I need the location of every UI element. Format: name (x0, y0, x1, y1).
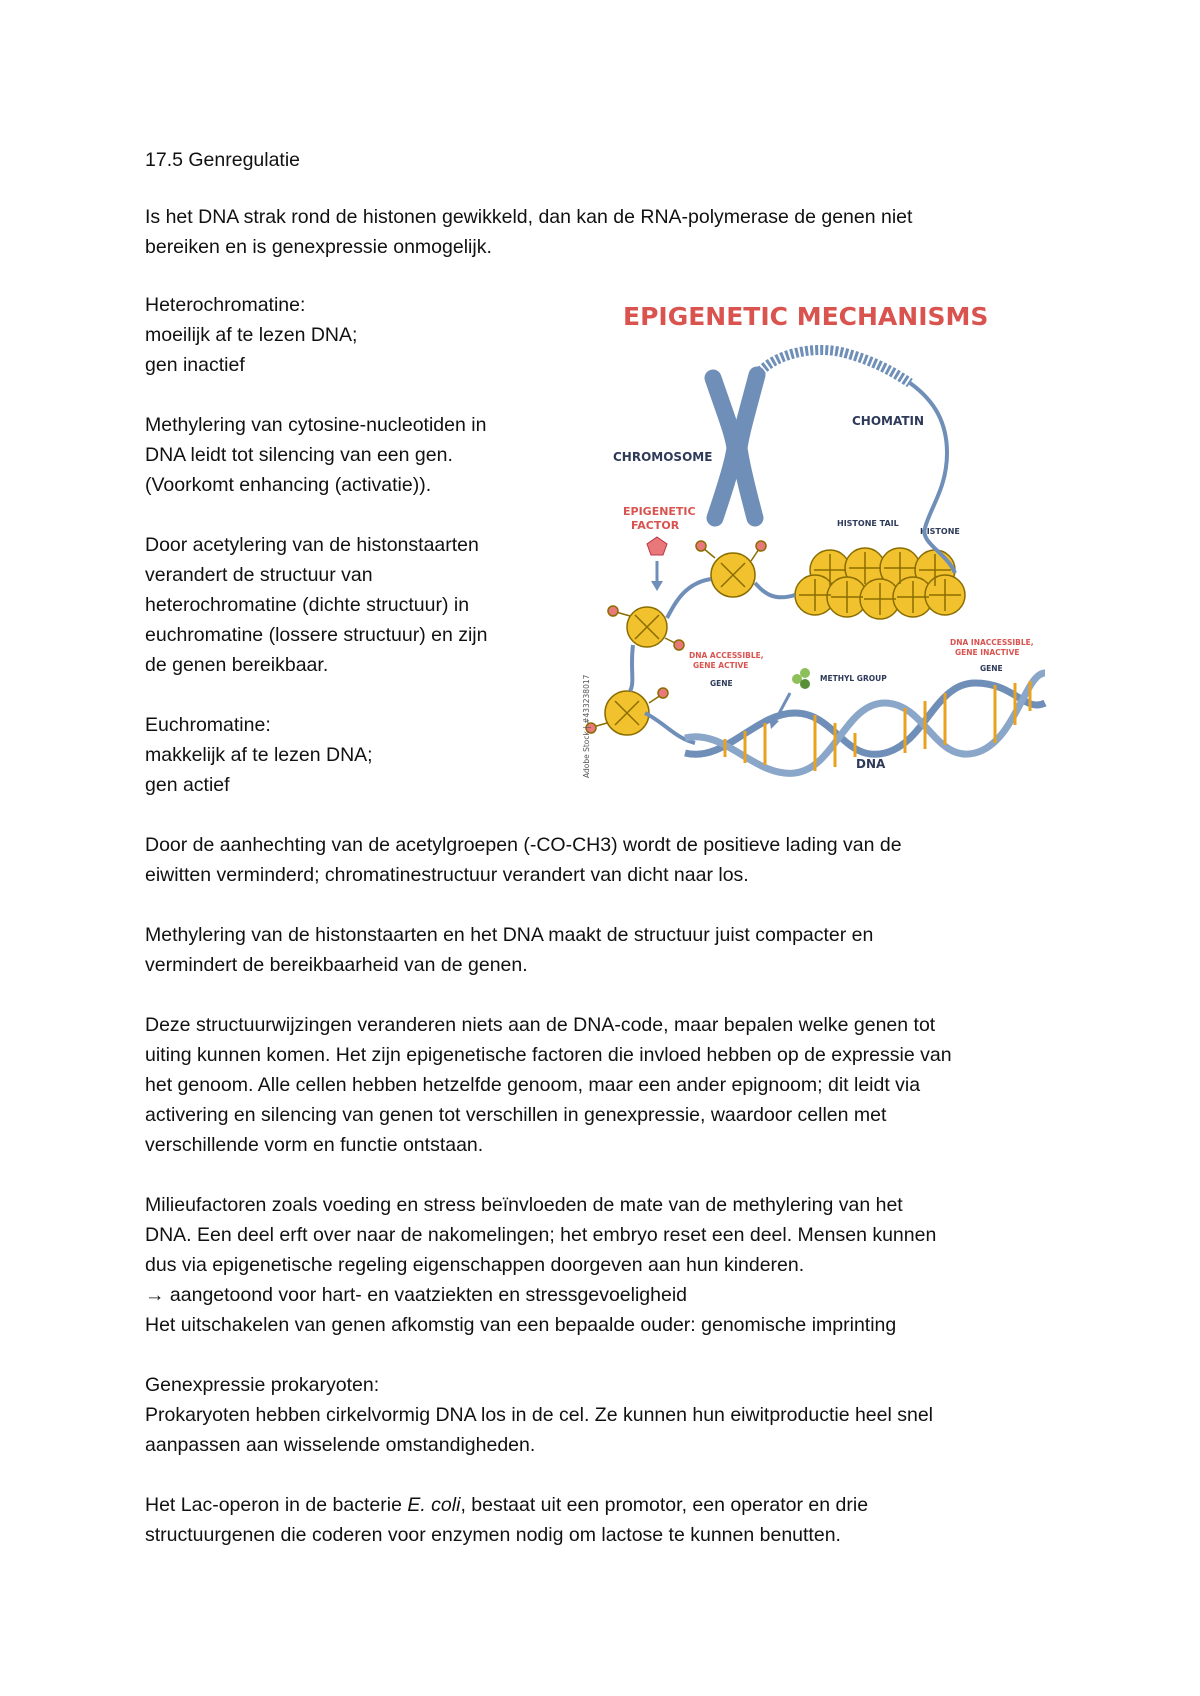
heterochromatine-label: Heterochromatine: (145, 294, 306, 316)
euchromatine-label: Euchromatine: (145, 714, 271, 736)
prok-label: Genexpressie prokaryoten: (145, 1374, 380, 1396)
milieu-para-line-1: Milieufactoren zoals voeding en stress beïnvloeden de mate van de methylering van het (145, 1194, 903, 1216)
histone-tail-label: HISTONE TAIL (837, 519, 899, 528)
milieu-para-line-2: DNA. Een deel erft over naar de nakomelingen; het embryo reset een deel. Mensen kunnen (145, 1224, 937, 1246)
dna-accessible-label-1: DNA ACCESSIBLE, (689, 651, 764, 660)
figure-title: EPIGENETIC MECHANISMS (623, 302, 989, 331)
image-credit: Adobe Stock | #433238017 (582, 674, 591, 778)
milieu-para-line-5: Het uitschakelen van genen afkomstig van een bepaalde ouder: genomische imprinting (145, 1314, 897, 1336)
chromosome-label: CHROMOSOME (613, 450, 713, 464)
struct-para-line-5: verschillende vorm en functie ontstaan. (145, 1134, 484, 1156)
epigenetic-mechanisms-figure (575, 283, 1075, 798)
struct-para-line-3: het genoom. Alle cellen hebben hetzelfde genoom, maar een ander epignoom; dit leidt via (145, 1074, 921, 1096)
dna-inaccessible-label-2: GENE INACTIVE (955, 648, 1020, 657)
histone-label: HISTONE (920, 527, 960, 536)
lac-line-1 (145, 1490, 868, 1520)
acetylering-line-3: heterochromatine (dichte structuur) in (145, 594, 470, 616)
prok-line-1: Prokaryoten hebben cirkelvormig DNA los in de cel. Ze kunnen hun eiwitproductie heel snel (145, 1404, 934, 1426)
lac-line-2: structuurgenen die coderen voor enzymen nodig om lactose te kunnen benutten. (145, 1524, 841, 1546)
acetylering-line-5: de genen bereikbaar. (145, 654, 329, 676)
epigenetic-factor-label-1: EPIGENETIC (623, 505, 696, 518)
chromatin-strand-icon (910, 383, 947, 528)
epigenetic-factor-label-2: FACTOR (631, 519, 680, 532)
methylering-line-2: DNA leidt tot silencing van een gen. (145, 444, 453, 466)
euchromatine-line-2: gen actief (145, 774, 230, 796)
section-heading: 17.5 Genregulatie (145, 149, 301, 171)
methylering-line-1: Methylering van cytosine-nucleotiden in (145, 414, 487, 436)
acetylering-line-2: verandert de structuur van (145, 564, 373, 586)
lac-species: E. coli (407, 1494, 461, 1516)
intro-line-1: Is het DNA strak rond de histonen gewikkeld, dan kan de RNA-polymerase de genen niet (145, 206, 913, 228)
struct-para-line-4: activering en silencing van genen tot verschillen in genexpressie, waardoor cellen met (145, 1104, 887, 1126)
methyl-para-line-2: vermindert de bereikbaarheid van de genen. (145, 954, 528, 976)
struct-para-line-2: uiting kunnen komen. Het zijn epigenetische factoren die invloed hebben op de expressie van (145, 1044, 952, 1066)
heterochromatine-line-2: gen inactief (145, 354, 245, 376)
acetyl-para-line-1: Door de aanhechting van de acetylgroepen (-CO-CH3) wordt de positieve lading van de (145, 834, 902, 856)
chromatin-coil-icon (757, 350, 910, 383)
euchromatine-line-1: makkelijk af te lezen DNA; (145, 744, 373, 766)
methyl-group-label: METHYL GROUP (820, 674, 887, 683)
chromatin-label: CHOMATIN (852, 414, 925, 428)
prok-line-2: aanpassen aan wisselende omstandigheden. (145, 1434, 536, 1456)
dna-inaccessible-label-1: DNA INACCESSIBLE, (950, 638, 1034, 647)
acetylering-line-4: euchromatine (lossere structuur) en zijn (145, 624, 488, 646)
intro-line-2: bereiken en is genexpressie onmogelijk. (145, 236, 492, 258)
acetylering-line-1: Door acetylering van de histonstaarten (145, 534, 479, 556)
methyl-para-line-1: Methylering van de histonstaarten en het DNA maakt de structuur juist compacter en (145, 924, 874, 946)
lac-pre: Het Lac-operon in de bacterie (145, 1494, 408, 1516)
chromosome-icon (713, 375, 757, 518)
lac-post: , bestaat uit een promotor, een operator en drie (460, 1494, 869, 1516)
epigenetic-factor-icon (647, 537, 667, 555)
struct-para-line-1: Deze structuurwijzingen veranderen niets aan de DNA-code, maar bepalen welke genen tot (145, 1014, 936, 1036)
gene-left-label: GENE (710, 679, 733, 688)
dna-accessible-label-2: GENE ACTIVE (693, 661, 749, 670)
dna-label: DNA (856, 757, 886, 771)
methylering-line-3: (Voorkomt enhancing (activatie)). (145, 474, 432, 496)
heterochromatine-line-1: moeilijk af te lezen DNA; (145, 324, 358, 346)
milieu-para-line-4: → aangetoond voor hart- en vaatziekten en stressgevoeligheid (145, 1284, 688, 1306)
milieu-para-line-3: dus via epigenetische regeling eigenschappen doorgeven aan hun kinderen. (145, 1254, 805, 1276)
factor-arrowhead-icon (651, 581, 663, 591)
acetyl-para-line-2: eiwitten verminderd; chromatinestructuur verandert van dicht naar los. (145, 864, 749, 886)
gene-right-label: GENE (980, 664, 1003, 673)
